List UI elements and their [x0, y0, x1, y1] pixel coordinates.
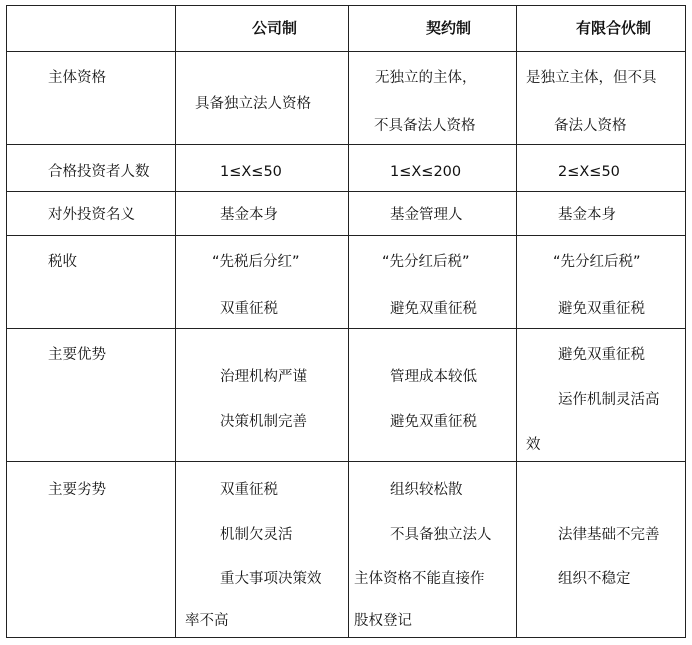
table-border-right: [685, 5, 686, 638]
row-divider: [6, 144, 686, 145]
comparison-table: [6, 5, 686, 638]
cell-partnership: 运作机制灵活高: [558, 392, 660, 408]
cell-contract: 避免双重征税: [390, 301, 477, 317]
cell-contract: 避免双重征税: [390, 414, 477, 430]
cell-contract: 主体资格不能直接作: [354, 571, 485, 587]
cell-company: 机制欠灵活: [220, 527, 293, 543]
row-label-investor-count: 合格投资者人数: [48, 164, 150, 180]
column-divider: [175, 5, 176, 638]
row-divider: [6, 191, 686, 192]
column-header-company: 公司制: [252, 19, 298, 37]
cell-company: 具备独立法人资格: [195, 96, 311, 112]
cell-partnership: 是独立主体，但不具: [526, 70, 657, 86]
column-divider: [516, 5, 517, 638]
cell-partnership: 避免双重征税: [558, 301, 645, 317]
row-divider: [6, 51, 686, 52]
table-border-top: [6, 5, 686, 6]
cell-partnership: 基金本身: [558, 207, 616, 223]
cell-company: “先税后分红”: [212, 254, 300, 270]
row-divider: [6, 235, 686, 236]
cell-partnership: 避免双重征税: [558, 347, 645, 363]
cell-contract: 组织较松散: [390, 482, 463, 498]
row-divider: [6, 461, 686, 462]
column-divider: [348, 5, 349, 638]
cell-contract: 管理成本较低: [390, 369, 477, 385]
cell-partnership: 效: [526, 437, 541, 453]
cell-partnership: “先分红后税”: [553, 254, 641, 270]
cell-contract: 无独立的主体，: [375, 70, 477, 86]
row-label-taxation: 税收: [48, 254, 77, 270]
cell-company: 重大事项决策效: [220, 571, 322, 587]
cell-partnership: 法律基础不完善: [558, 527, 660, 543]
column-header-contract: 契约制: [426, 19, 472, 37]
cell-company: 基金本身: [220, 207, 278, 223]
cell-contract: 股权登记: [354, 613, 412, 629]
cell-company: 治理机构严谨: [220, 369, 307, 385]
cell-contract: 不具备独立法人: [390, 527, 492, 543]
row-label-entity-status: 主体资格: [48, 70, 106, 86]
cell-contract: “先分红后税”: [382, 254, 470, 270]
row-label-investment-name: 对外投资名义: [48, 207, 135, 223]
table-border-left: [6, 5, 7, 638]
cell-contract: 基金管理人: [390, 207, 463, 223]
row-label-advantages: 主要优势: [48, 347, 106, 363]
cell-company: 决策机制完善: [220, 414, 307, 430]
cell-company: 1≤X≤50: [220, 164, 282, 180]
table-border-bottom: [6, 637, 686, 638]
cell-contract: 不具备法人资格: [374, 118, 476, 134]
row-divider: [6, 328, 686, 329]
cell-contract: 1≤X≤200: [390, 164, 462, 180]
cell-company: 双重征税: [220, 482, 278, 498]
cell-company: 率不高: [185, 613, 229, 629]
column-header-partnership: 有限合伙制: [576, 19, 652, 37]
cell-partnership: 组织不稳定: [558, 571, 631, 587]
cell-partnership: 备法人资格: [554, 118, 627, 134]
cell-partnership: 2≤X≤50: [558, 164, 620, 180]
row-label-disadvantages: 主要劣势: [48, 482, 106, 498]
cell-company: 双重征税: [220, 301, 278, 317]
